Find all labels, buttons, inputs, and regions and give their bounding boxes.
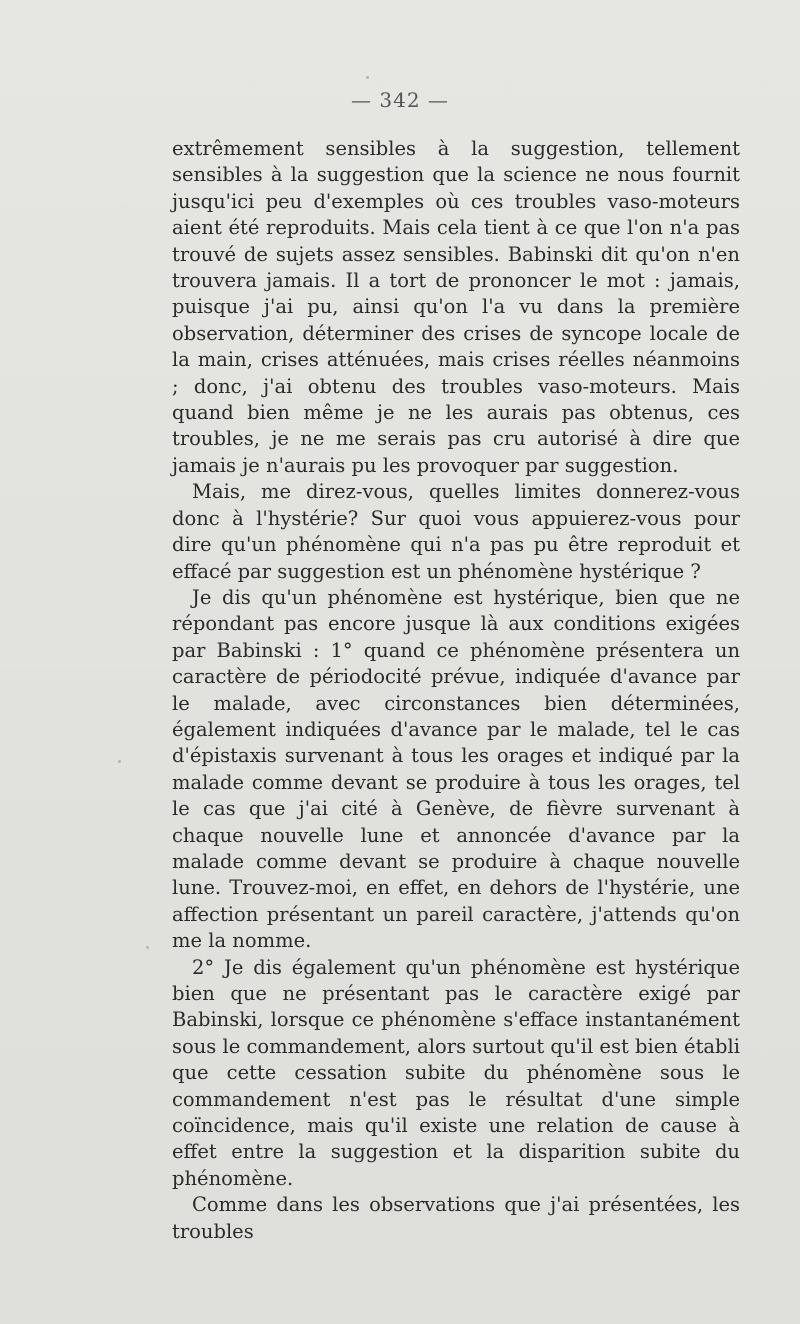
paragraph-5: Comme dans les observations que j'ai présentées, les troubles xyxy=(172,1193,740,1243)
body-text xyxy=(172,136,740,1245)
scan-speck xyxy=(146,946,149,949)
page-number: — 342 — xyxy=(351,88,449,112)
scan-speck xyxy=(118,760,121,763)
scan-speck xyxy=(366,76,369,79)
paragraph-4: 2° Je dis également qu'un phénomène est hystérique bien que ne présentant pas le caractère exigé par Babinski, lorsque ce phénomène s'efface instantanément sous le commandement, alors surtout qu'il est bien établi que cette cessation subite du phénomène sous le commandement n'est pas le résultat d'une simple coïncidence, mais qu'il existe une relation de cause à effet entre la suggestion et la disparition subite du phénomène. xyxy=(172,955,740,1190)
paragraph-2: Mais, me direz-vous, quelles limites donnerez-vous donc à l'hystérie? Sur quoi vous appuierez-vous pour dire qu'un phénomène qui n'a pas pu être reproduit et effacé par suggestion est un phénomène hystérique ? xyxy=(172,480,740,583)
paragraph-3: Je dis qu'un phénomène est hystérique, bien que ne répondant pas encore jusque là aux conditions exigées par Babinski : 1° quand ce phénomène présentera un caractère de périodocité prévue, indiquée d'avance par le malade, avec circonstances bien déterminées, également indiquées d'avance par le malade, tel le cas d'épistaxis survenant à tous les orages et indiqué par la malade comme devant se produire à tous les orages, tel le cas que j'ai cité à Genève, de fièvre survenant à chaque nouvelle lune et annoncée d'avance par la malade comme devant se produire à chaque nouvelle lune. Trouvez-moi, en effet, en dehors de l'hystérie, une affection présentant un pareil caractère, j'attends qu'on me la nomme. xyxy=(172,585,740,953)
paragraph-1: extrêmement sensibles à la suggestion, tellement sensibles à la suggestion que la science ne nous fournit jusqu'ici peu d'exemples où ces troubles vaso-moteurs aient été reproduits. Mais cela tient à ce que l'on n'a pas trouvé de sujets assez sensibles. Babinski dit qu'on n'en trouvera jamais. Il a tort de prononcer le mot : jamais, puisque j'ai pu, ainsi qu'on l'a vu dans la première observation, déterminer des crises de syncope locale de la main, crises atténuées, mais crises réelles néanmoins ; donc, j'ai obtenu des troubles vaso-moteurs. Mais quand bien même je ne les aurais pas obtenus, ces troubles, je ne me serais pas cru autorisé à dire que jamais je n'aurais pu les provoquer par suggestion. xyxy=(172,137,740,477)
